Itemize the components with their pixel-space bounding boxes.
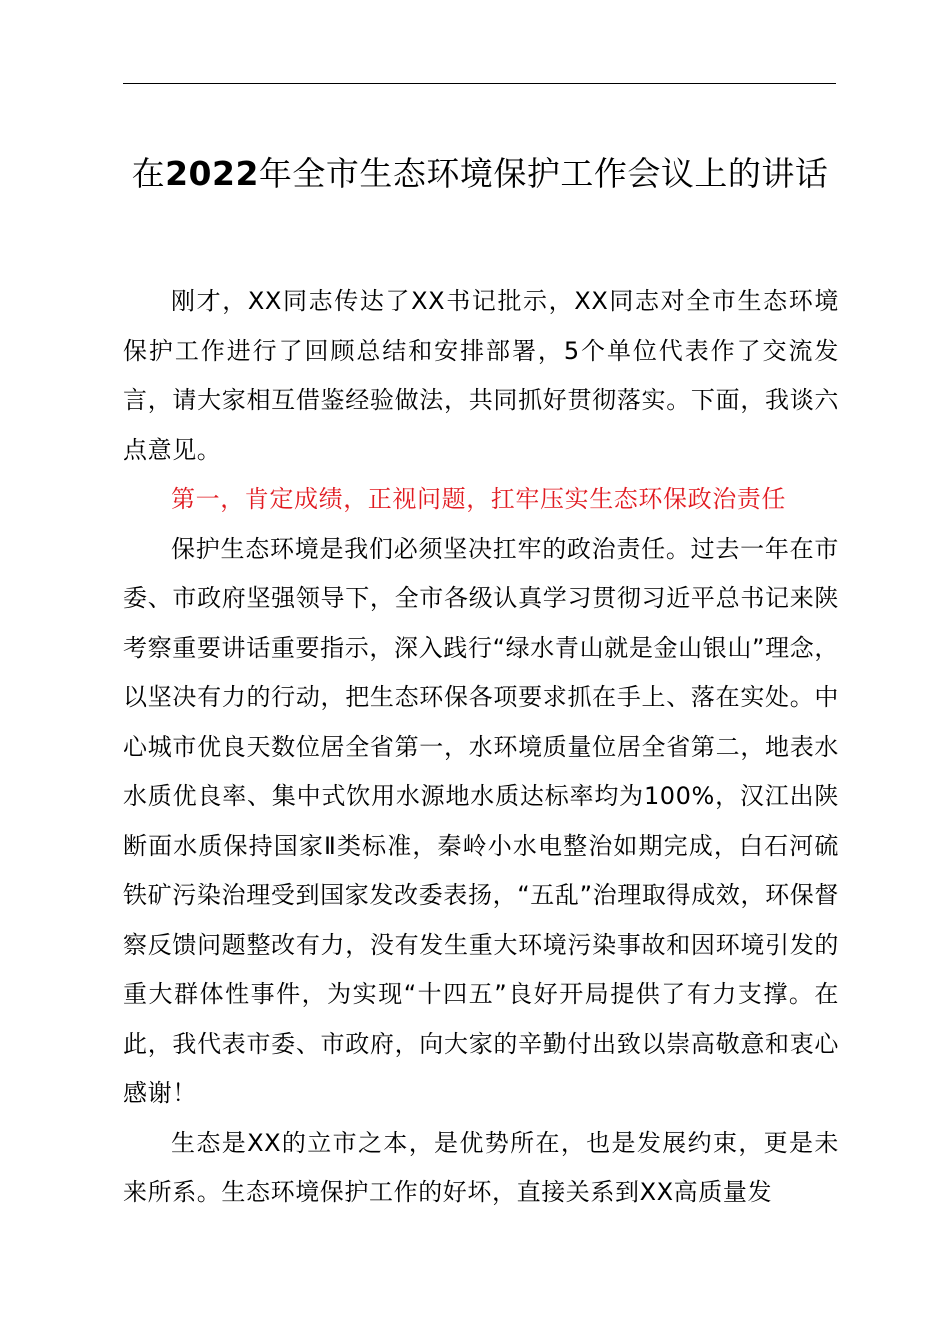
document-body: [123, 277, 839, 1218]
paragraph-intro: 刚才，XX同志传达了XX书记批示，XX同志对全市生态环境保护工作进行了回顾总结和安排部署，5个单位代表作了交流发言，请大家相互借鉴经验做法，共同抓好贯彻落实。下面，我谈六点意见。: [123, 287, 839, 464]
title-year: 2022: [165, 154, 259, 193]
title-suffix: 年全市生态环境保护工作会议上的讲话: [258, 154, 829, 193]
paragraph-achievements: 保护生态环境是我们必须坚决扛牢的政治责任。过去一年在市委、市政府坚强领导下，全市各级认真学习贯彻习近平总书记来陕考察重要讲话重要指示，深入践行“绿水青山就是金山银山”理念，以坚决有力的行动，把生态环保各项要求抓在手上、落在实处。中心城市优良天数位居全省第一，水环境质量位居全省第二，地表水水质优良率、集中式饮用水源地水质达标率均为100%，汉江出陕断面水质保持国家Ⅱ类标准，秦岭小水电整治如期完成，白石河硫铁矿污染治理受到国家发改委表扬，“五乱”治理取得成效，环保督察反馈问题整改有力，没有发生重大环境污染事故和因环境引发的重大群体性事件，为实现“十四五”良好开局提供了有力支撑。在此，我代表市委、市政府，向大家的辛勤付出致以崇高敬意和衷心感谢！: [123, 534, 839, 1107]
section-heading-first: 第一，肯定成绩，正视问题，扛牢压实生态环保政治责任: [171, 485, 786, 513]
paragraph-ecology: 生态是XX的立市之本，是优势所在，也是发展约束，更是未来所系。生态环境保护工作的好坏，直接关系到XX高质量发: [123, 1128, 839, 1206]
document-title: [115, 148, 845, 200]
title-prefix: 在: [131, 154, 166, 193]
header-rule: [123, 83, 836, 84]
